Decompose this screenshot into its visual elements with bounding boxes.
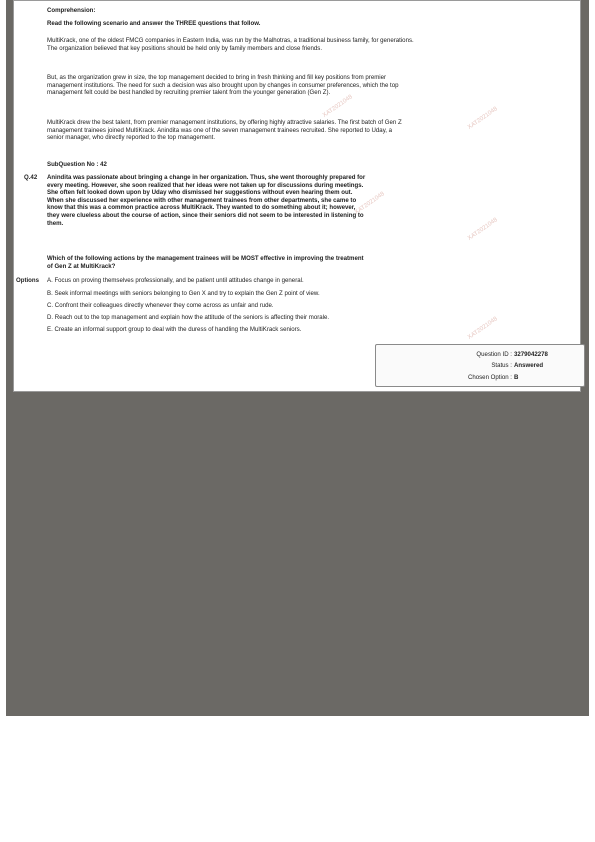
question-id-row xyxy=(476,351,548,358)
option-c[interactable]: C. Confront their colleagues directly whenever they come across as unfair and rude. xyxy=(47,302,274,309)
passage-paragraph-1: MultiKrack, one of the oldest FMCG companies in Eastern India, was run by the Malhotras, a traditional business family, for generations. The organization believed that key positions should be held only by family members and close friends. xyxy=(47,37,414,52)
question-text: Anindita was passionate about bringing a change in her organization. Thus, she went thoroughly prepared for every meeting. However, she soon realized that her ideas were not taken up for discussions during meetings. She often felt looked down upon by Uday who dismissed her suggestions without even hearing them out. When she discussed her experience with other management trainees from other departments, she came to know that this was a common practice across MultiKrack. They wanted to do something about it; however, they were clueless about the course of action, since their seniors did not seem to be interested in listening to them. xyxy=(47,174,366,227)
comprehension-instruction: Read the following scenario and answer the THREE questions that follow. xyxy=(47,20,261,27)
comprehension-heading: Comprehension: xyxy=(47,7,96,14)
watermark: XAT2021048 xyxy=(354,191,386,216)
chosen-option-row xyxy=(467,374,519,381)
question-id-label: Question ID : xyxy=(476,351,512,358)
watermark: XAT2021048 xyxy=(467,106,499,131)
status-label: Status : xyxy=(491,362,512,369)
question-prompt: Which of the following actions by the management trainees will be MOST effective in improving the treatment of Gen Z at MultiKrack? xyxy=(47,255,364,270)
chosen-option-label: Chosen Option : xyxy=(467,374,512,381)
option-e[interactable]: E. Create an informal support group to deal with the duress of handling the MultiKrack seniors. xyxy=(47,326,302,333)
status-row xyxy=(491,362,544,369)
watermark: XAT2021048 xyxy=(467,316,499,341)
question-sheet xyxy=(13,0,581,392)
chosen-option-value: B xyxy=(514,374,519,381)
option-a[interactable]: A. Focus on proving themselves professionally, and be patient until attitudes change in general. xyxy=(47,277,304,284)
subquestion-label: SubQuestion No : 42 xyxy=(47,161,107,168)
option-b[interactable]: B. Seek informal meetings with seniors belonging to Gen X and try to explain the Gen Z point of view. xyxy=(47,290,320,297)
passage-paragraph-2: But, as the organization grew in size, the top management decided to bring in fresh thinking and fill key positions from premier management institutions. The need for such a decision was also brought upon by changes in consumer preferences, which the top management felt could be best handled by recruiting premier talent from the younger generation (Gen Z). xyxy=(47,74,399,97)
question-id-value: 3279042278 xyxy=(514,351,548,358)
option-d[interactable]: D. Reach out to the top management and explain how the attitude of the seniors is affecting their morale. xyxy=(47,314,330,321)
status-value: Answered xyxy=(514,362,544,369)
watermark: XAT2021048 xyxy=(322,94,354,119)
passage-paragraph-3: MultiKrack drew the best talent, from premier management institutions, by offering highly attractive salaries. The first batch of Gen Z management trainees joined MultiKrack. Anindita was one of the seven management trainees recruited. She reported to Uday, a senior manager, who directly reported to the top management. xyxy=(47,119,402,142)
question-number: Q.42 xyxy=(24,174,38,181)
options-label: Options xyxy=(16,277,40,284)
question-info-panel xyxy=(375,344,585,387)
watermark: XAT2021048 xyxy=(467,217,499,242)
